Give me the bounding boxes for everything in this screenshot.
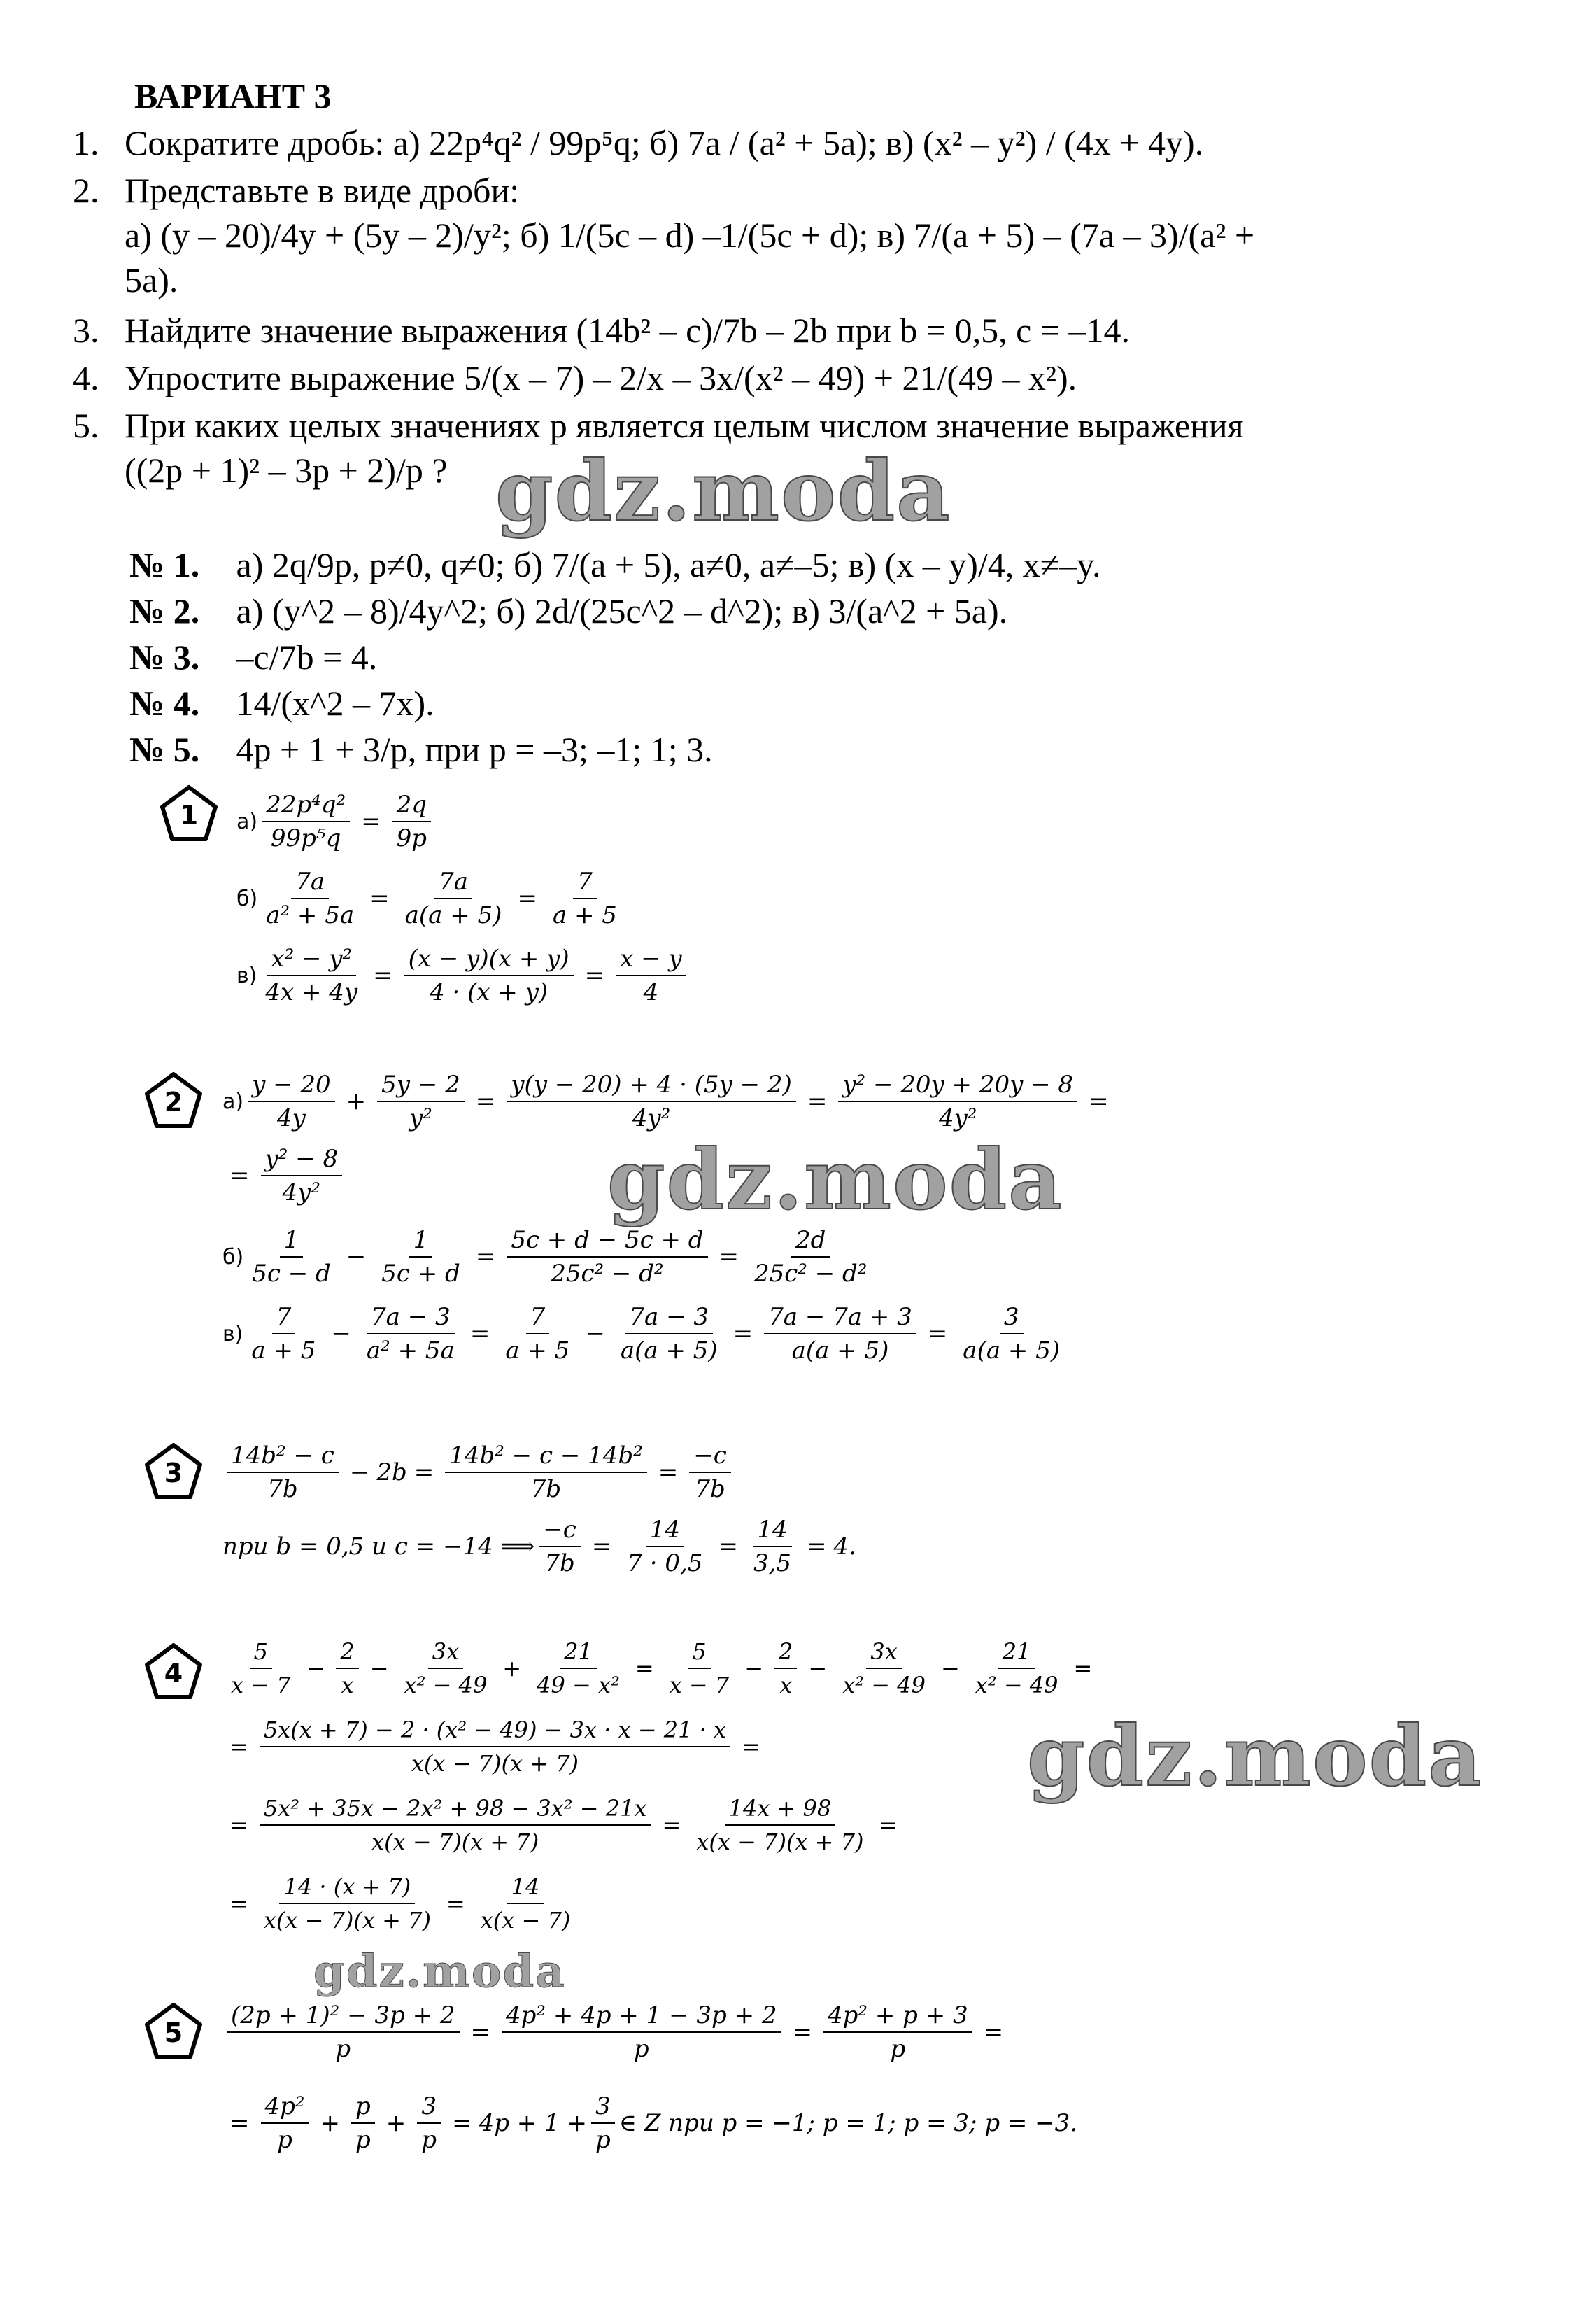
term: 2b <box>376 1458 407 1486</box>
answer-text: –c/7b = 4. <box>236 638 378 677</box>
solution-5-line-2: = $\frac{\text{4p²}}{p}$ + $\frac{p}{p}$ + $\frac{3}{p}$ = 4p + 1 + $\frac{3}{p}$ ∈ Z при p = −1; p = 1; p = 3; p = −3. <box>229 2092 1078 2154</box>
answer-4 <box>129 683 434 724</box>
fraction: $\frac{5y - 2}{\text{y²}}$ <box>377 1071 465 1132</box>
solution-2a: а) $\frac{y - 20}{4y}$ + $\frac{5y - 2}{\text{y²}}$ = $\frac{y(y - 20) + 4 \cdot (5y - 2)}{\text{4y²}}$ = $\frac{\text{y² − 20y + 20y − 8}}{\text{4y²}}$ = <box>222 1071 1109 1132</box>
item-label: а) <box>222 1089 244 1114</box>
fraction: $\frac{7}{a + 5}$ <box>552 868 617 929</box>
badge-number: 1 <box>179 800 199 831</box>
fraction: $\frac{14}{7 \cdot 0,5}$ <box>627 1516 703 1577</box>
task-text: Найдите значение выражения (14b² – c)/7b – 2b при b = 0,5, c = –14. <box>125 311 1131 350</box>
fraction: $\frac{7a - 3}{a(a + 5)}$ <box>620 1303 718 1365</box>
fraction: $\frac{7a - 7a + 3}{a(a + 5)}$ <box>764 1303 916 1365</box>
badge-number: 3 <box>164 1458 183 1488</box>
fraction: $\frac{(x - y)(x + y)}{4 \cdot (x + y)}$ <box>404 945 574 1006</box>
fraction: $\frac{1}{5c - d}$ <box>252 1226 331 1288</box>
task-text: Упростите выражение 5/(x – 7) – 2/x – 3x/(x² – 49) + 21/(49 – x²). <box>125 358 1077 397</box>
fraction: $\frac{7a - 3}{\text{a² + 5a}}$ <box>366 1303 455 1365</box>
solution-4-line-1: $\frac{5}{x - 7}$ − $\frac{2}{x}$ − $\frac{3x}{\text{x² − 49}}$ + $\frac{21}{\text{49 − x²}}$ = $\frac{5}{x - 7}$ − $\frac{2}{x}$ − $\frac{3x}{\text{x² − 49}}$ − $\frac{21}{\text{x² − 49}}$ = <box>231 1638 1093 1698</box>
watermark: gdz.moda <box>607 1131 1063 1228</box>
pentagon-badge-4 <box>144 1642 203 1700</box>
task-text: ((2p + 1)² – 3p + 2)/p ? <box>125 451 448 490</box>
fraction: $\frac{\text{14b² − c}}{7b}$ <box>227 1442 339 1503</box>
badge-number: 4 <box>164 1658 183 1689</box>
item-label: б) <box>222 1244 244 1269</box>
fraction: $\frac{7}{a + 5}$ <box>505 1303 570 1365</box>
badge-number: 2 <box>164 1087 183 1118</box>
answer-2 <box>129 591 1007 631</box>
pentagon-badge-5 <box>144 2001 203 2060</box>
task-3 <box>0 308 1579 353</box>
pentagon-badge-1 <box>160 784 218 843</box>
variant-title: ВАРИАНТ 3 <box>134 76 332 115</box>
fraction: $\frac{\text{14b² − c − 14b²}}{7b}$ <box>445 1442 647 1503</box>
fraction: $\frac{y(y - 20) + 4 \cdot (5y - 2)}{\text{4y²}}$ <box>507 1071 796 1132</box>
fraction: $\frac{1}{5c + d}$ <box>381 1226 460 1288</box>
fraction: $\frac{14}{3,5}$ <box>753 1516 792 1577</box>
task-number: 4. <box>73 358 99 397</box>
fraction: $\frac{x - y}{4}$ <box>616 945 686 1006</box>
answer-text: 4p + 1 + 3/p, при p = –3; –1; 1; 3. <box>236 730 713 769</box>
fraction: $\frac{\text{y² − 20y + 20y − 8}}{\text{4y²}}$ <box>838 1071 1077 1132</box>
fraction: $\frac{7a}{a(a + 5)}$ <box>404 868 502 929</box>
fraction: $\frac{\text{x² − y²}}{4x + 4y}$ <box>265 945 358 1006</box>
item-label: а) <box>236 809 258 834</box>
fraction: $\frac{-c}{7b}$ <box>689 1442 731 1503</box>
fraction: $\frac{-c}{7b}$ <box>539 1516 581 1577</box>
answer-label: № 2. <box>129 591 200 631</box>
answer-text: а) (y^2 – 8)/4y^2; б) 2d/(25c^2 – d^2); в) 3/(a^2 + 5a). <box>236 591 1008 631</box>
item-label: б) <box>236 886 258 911</box>
solution-2v: в) $\frac{7}{a + 5}$ − $\frac{7a - 3}{\text{a² + 5a}}$ = $\frac{7}{a + 5}$ − $\frac{7a - 3}{a(a + 5)}$ = $\frac{7a - 7a + 3}{a(a + 5)}$ = $\frac{3}{a(a + 5)}$ <box>222 1303 1068 1365</box>
fraction: $\frac{y - 20}{4y}$ <box>248 1071 335 1132</box>
fraction: $\frac{2d}{\text{25c² − d²}}$ <box>754 1226 868 1288</box>
task-number: 1. <box>73 123 99 162</box>
answer-label: № 4. <box>129 684 200 723</box>
fraction: $\frac{7}{a + 5}$ <box>251 1303 316 1365</box>
answer-label: № 3. <box>129 638 200 677</box>
task-4 <box>0 355 1579 400</box>
solution-1a: а) $\frac{\text{22p⁴q²}}{\text{99p⁵q}}$ = $\frac{2q}{9p}$ <box>236 791 435 852</box>
condition-text: ∈ Z при p = −1; p = 1; p = 3; p = −3. <box>618 2109 1078 2137</box>
task-number: 3. <box>73 311 99 350</box>
fraction: $\frac{\text{22p⁴q²}}{\text{99p⁵q}}$ <box>262 791 350 852</box>
solution-5-line-1: $\frac{\text{(2p + 1)² − 3p + 2}}{p}$ = $\frac{\text{4p² + 4p + 1 − 3p + 2}}{p}$ = $\frac{\text{4p² + p + 3}}{p}$ = <box>222 2001 1010 2063</box>
item-label: в) <box>236 963 257 988</box>
solution-4-line-3: = $\frac{\text{5x² + 35x − 2x² + 98 − 3x² − 21x}}{x(x - 7)(x + 7)}$ = $\frac{14x + 98}{x(x - 7)(x + 7)}$ = <box>229 1795 898 1855</box>
solution-1b: б) $\frac{7a}{\text{a² + 5a}}$ = $\frac{7a}{a(a + 5)}$ = $\frac{7}{a + 5}$ <box>236 868 625 929</box>
solution-1v: в) $\frac{\text{x² − y²}}{4x + 4y}$ = $\frac{(x - y)(x + y)}{4 \cdot (x + y)}$ = $\frac{x - y}{4}$ <box>236 945 691 1006</box>
answer-1 <box>129 544 1101 585</box>
term: 4p + 1 + <box>479 2109 587 2137</box>
task-1 <box>0 120 1579 165</box>
solution-4-line-4: = $\frac{14 \cdot (x + 7)}{x(x - 7)(x + 7)}$ = $\frac{14}{x(x - 7)}$ <box>229 1873 571 1934</box>
watermark: gdz.moda <box>313 1945 566 1998</box>
condition-text: при b = 0,5 и c = −14 ⟹ <box>222 1533 535 1561</box>
task-number: 2. <box>73 171 99 210</box>
pentagon-badge-3 <box>144 1442 203 1500</box>
task-text: Представьте в виде дроби: <box>125 171 520 210</box>
badge-number: 5 <box>164 2017 183 2048</box>
task-text: а) (y – 20)/4y + (5y – 2)/y²; б) 1/(5c – d) –1/(5c + d); в) 7/(a + 5) – (7a – 3)/(a² + <box>125 216 1255 255</box>
fraction: $\frac{\text{y² − 8}}{\text{4y²}}$ <box>261 1145 343 1206</box>
solution-3-line-2: при b = 0,5 и c = −14 ⟹ $\frac{-c}{7b}$ = $\frac{14}{7 \cdot 0,5}$ = $\frac{14}{3,5}$ = 4. <box>222 1516 856 1577</box>
task-text: При каких целых значениях p является целым числом значение выражения <box>125 406 1244 445</box>
answer-5 <box>129 729 713 770</box>
solution-2b: б) $\frac{1}{5c - d}$ − $\frac{1}{5c + d}$ = $\frac{5c + d - 5c + d}{\text{25c² − d²}}$ = $\frac{2d}{\text{25c² − d²}}$ <box>222 1226 875 1288</box>
item-label: в) <box>222 1321 243 1346</box>
result: 4. <box>833 1533 856 1561</box>
task-2 <box>0 168 1579 302</box>
fraction: $\frac{5c + d - 5c + d}{\text{25c² − d²}}$ <box>507 1226 707 1288</box>
task-text: Сократите дробь: а) 22p⁴q² / 99p⁵q; б) 7a / (a² + 5a); в) (x² – y²) / (4x + 4y). <box>125 123 1204 162</box>
task-text: 5a). <box>125 260 178 300</box>
watermark: gdz.moda <box>495 442 951 540</box>
fraction: $\frac{7a}{\text{a² + 5a}}$ <box>266 868 355 929</box>
answer-text: а) 2q/9p, p≠0, q≠0; б) 7/(a + 5), a≠0, a≠–5; в) (x – y)/4, x≠–y. <box>236 545 1101 584</box>
answer-text: 14/(x^2 – 7x). <box>236 684 434 723</box>
watermark: gdz.moda <box>1027 1707 1483 1805</box>
solution-3-line-1: $\frac{\text{14b² − c}}{7b}$ − 2b = $\frac{\text{14b² − c − 14b²}}{7b}$ = $\frac{-c}{7b}$ <box>222 1442 735 1503</box>
task-number: 5. <box>73 406 99 445</box>
answer-3 <box>129 637 377 677</box>
answer-label: № 5. <box>129 730 200 769</box>
answer-label: № 1. <box>129 545 200 584</box>
fraction: $\frac{3}{a(a + 5)}$ <box>963 1303 1061 1365</box>
solution-2a-result: = $\frac{\text{y² − 8}}{\text{4y²}}$ <box>222 1145 346 1206</box>
fraction: $\frac{2q}{9p}$ <box>392 791 431 852</box>
solution-4-line-2: = $\frac{\text{5x(x + 7) − 2 · (x² − 49) − 3x · x − 21 · x}}{x(x - 7)(x + 7)}$ = <box>229 1717 760 1777</box>
pentagon-badge-2 <box>144 1071 203 1129</box>
